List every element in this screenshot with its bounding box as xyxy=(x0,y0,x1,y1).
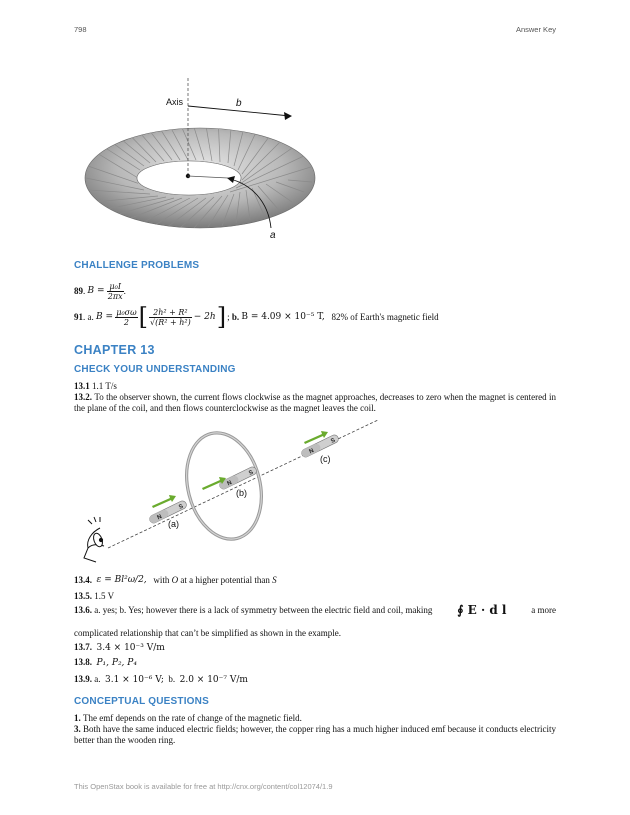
svg-text:N: N xyxy=(226,480,234,488)
svg-text:N: N xyxy=(308,448,316,456)
conceptual-1: 1. The emf depends on the rate of change of the magnetic field. xyxy=(74,713,302,723)
conceptual-3: 3. Both have the same induced electric fields; however, the copper ring has a much higher induced emf because it conducts electricity better than the wooden ring. xyxy=(74,724,557,745)
problem-89-lhs: B = xyxy=(87,285,105,296)
svg-text:S: S xyxy=(248,469,255,477)
coil-magnet-figure xyxy=(78,416,384,566)
observer-eye xyxy=(84,517,104,562)
conceptual-heading: CONCEPTUAL QUESTIONS xyxy=(74,696,209,707)
toroid-figure xyxy=(80,70,320,250)
problem-89-fraction: $\frac{\text{μ₀I}}{2\pi x}$ xyxy=(107,281,123,301)
answer-13-9: 13.9. a. 3.1 × 10⁻⁶ V; b. 2.0 × 10⁻⁷ V/m xyxy=(74,674,248,685)
problem-91-fraction: $\frac{\text{μ₀σω}}{2}$ xyxy=(116,307,137,327)
svg-text:S: S xyxy=(330,437,337,445)
svg-text:S: S xyxy=(178,503,185,511)
running-header: Answer Key xyxy=(515,25,556,34)
answer-13-5: 13.5. 1.5 V xyxy=(74,591,115,601)
answer-13-8: 13.8. P₁, P₂, P₄ xyxy=(74,657,137,668)
answer-13-4: 13.4 . ε = Bl²ω/2, with O at a higher potential than S xyxy=(74,575,277,585)
answer-13-7: 13.7. 3.4 × 10⁻³ V/m xyxy=(74,642,165,653)
label-b: (b) xyxy=(236,488,247,498)
label-a: (a) xyxy=(168,519,179,529)
answer-13-1: 13.1 1.1 T/s xyxy=(74,381,117,391)
check-heading: CHECK YOUR UNDERSTANDING xyxy=(74,364,236,375)
chapter-heading: CHAPTER 13 xyxy=(74,343,155,357)
answer-13-6-cont: complicated relationship that can’t be simplified as shown in the example. xyxy=(74,628,342,638)
b-label: b xyxy=(236,98,242,109)
problem-89-number: 89 xyxy=(74,285,83,296)
svg-text:N: N xyxy=(156,514,164,522)
problem-91-b-value: B = 4.09 × 10⁻⁵ T, xyxy=(241,311,325,322)
problem-89: 89 . B = $\frac{\text{μ₀I}}{2\pi x}$ . xyxy=(74,281,126,301)
answer-13-6: 13.6. a. yes; b. Yes; however there is a lack of symmetry between the electric field and coil, making ∮ E · d l a more xyxy=(74,603,556,617)
problem-91-lhs: B = xyxy=(96,311,114,322)
a-label: a xyxy=(270,230,276,241)
challenge-heading: CHALLENGE PROBLEMS xyxy=(74,260,200,271)
problem-91-number: 91 xyxy=(74,311,83,322)
problem-91: 91 . a. B = $\frac{\text{μ₀σω}}{2}$ [ $\frac{\text{2h² + R²}}{\text{√(R² + h²)}}$ − 2h ] ; b. B = 4.09 × 10⁻⁵ T, 82% of Earth's magnetic field xyxy=(74,302,439,331)
integral-expression: ∮ E · d l xyxy=(457,603,507,617)
label-c: (c) xyxy=(320,454,331,464)
page-number: 798 xyxy=(74,25,87,34)
problem-91-bracket-fraction: $\frac{\text{2h² + R²}}{\text{√(R² + h²)}}$ xyxy=(150,307,191,327)
answer-13-2: 13.2. To the observer shown, the current flows clockwise as the magnet approaches, decreases to zero when the magnet is centered in the plane of the coil, and then flows counterclockwise as the magnet leaves the coil. xyxy=(74,392,557,413)
axis-label: Axis xyxy=(166,97,184,107)
footer-note: This OpenStax book is available for free at http://cnx.org/content/col12074/1.9 xyxy=(74,782,333,791)
